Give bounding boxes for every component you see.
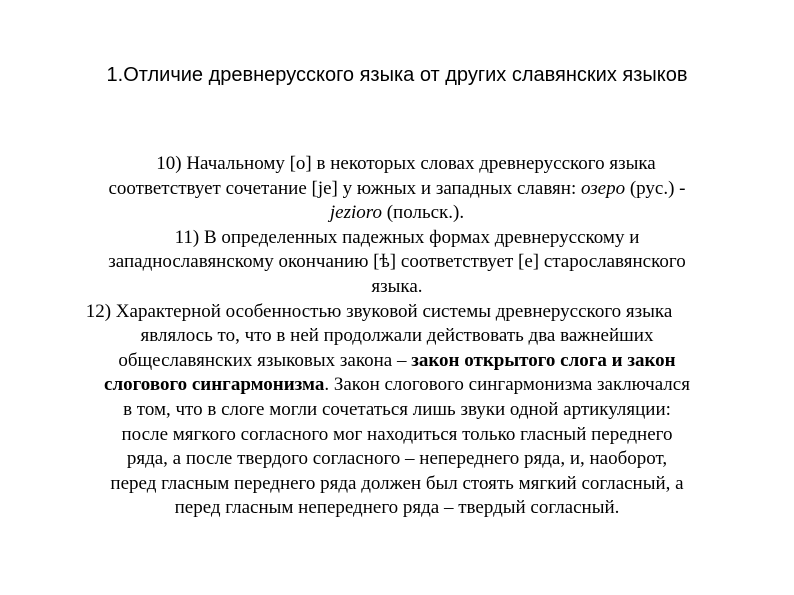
text-run: соответствует сочетание [je] у южных и западных славян: [108,177,581,199]
body-line [40,423,754,448]
italic-example: озеро [580,177,626,199]
text-run: западнославянскому окончанию [ѣ] соответствует [е] старославянского [108,251,686,273]
text-run: после мягкого согласного мог находиться только гласный переднего [121,423,673,445]
slide-body-text [40,152,754,521]
body-line [40,373,754,398]
text-run: являлось то, что в ней продолжали действовать два важнейших [140,325,654,347]
body-line [40,472,754,497]
body-line [22,300,736,325]
body-line [40,398,754,423]
text-run: перед гласным переднего ряда должен был стоять мягкий согласный, а [110,472,684,494]
text-run: ряда, а после твердого согласного – непереднего ряда, и, наоборот, [126,448,668,470]
body-line [40,496,754,521]
body-line [40,324,754,349]
text-run: в том, что в слоге могли сочетаться лишь звуки одной артикуляции: [123,398,671,420]
text-run: (рус.) - [625,177,686,199]
text-run: (польск.). [381,202,465,224]
bold-text: слогового сингармонизма [104,374,325,396]
text-run: 10) Начальному [о] в некоторых словах древнерусского языка [156,153,656,174]
italic-example: jezioro [329,202,382,224]
body-line [40,250,754,275]
body-line [50,226,764,251]
body-line [40,177,754,202]
body-line [40,447,754,472]
text-run: языка. [371,275,423,297]
slide-title: 1.Отличие древнерусского языка от других славянских языков [106,64,688,86]
bold-text: закон открытого слога и закон [411,349,676,371]
text-run: 12) Характерной особенностью звуковой системы древнерусского языка [85,300,673,322]
body-line [49,152,763,177]
body-line [40,201,754,226]
text-run: . Закон слогового сингармонизма заключался [324,374,690,396]
text-run: перед гласным непереднего ряда – твердый согласный. [174,497,620,519]
body-line [40,349,754,374]
body-line [40,275,754,300]
text-run: 11) В определенных падежных формах древнерусскому и [174,226,640,248]
text-run: общеславянских языковых закона – [118,349,412,371]
